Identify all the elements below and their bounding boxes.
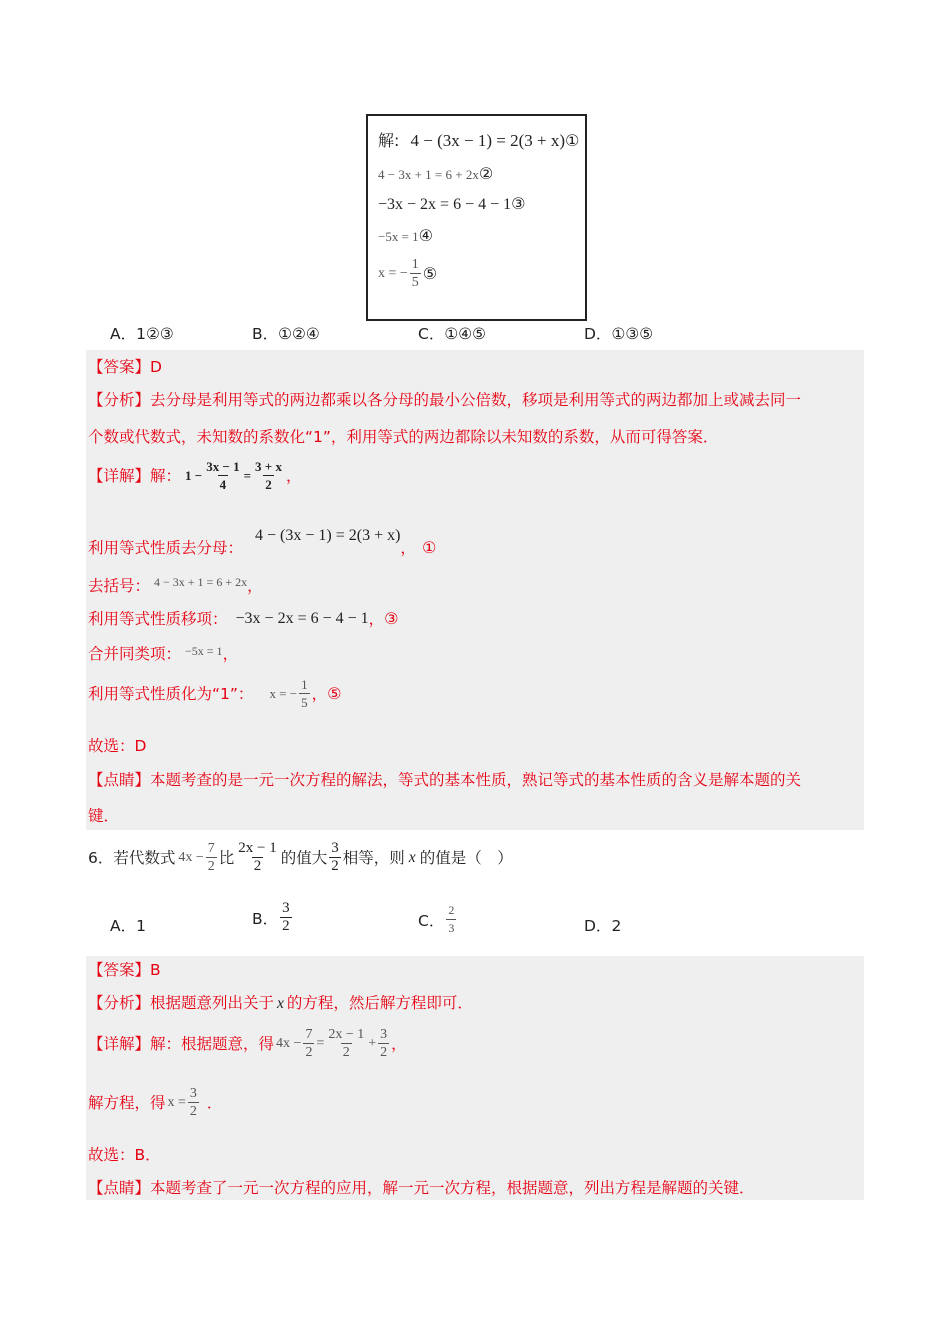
q5-answer-label: 【答案】 <box>88 358 151 376</box>
q5-step-3-mark: ③ <box>384 609 399 628</box>
q5-detail-frac-2-num: 3 + x <box>255 459 282 474</box>
box-line-3 <box>378 194 525 214</box>
q6-expr2-frac <box>236 840 278 875</box>
q5-comment-line-1 <box>88 770 801 790</box>
q6-mid1: 比 <box>218 848 235 867</box>
q6-solve-num: 3 <box>189 1086 197 1101</box>
q6-mid3: 相等，则 <box>342 848 405 867</box>
q5-option-d <box>584 322 653 344</box>
q5-step-5-eq-prefix: x = − <box>269 685 298 701</box>
q6-analysis-label: 【分析】 <box>88 994 151 1012</box>
q5-option-a <box>110 322 174 344</box>
q6-option-c <box>418 902 458 937</box>
box-eq-4: −5x = 1 <box>378 229 419 244</box>
q6-comment-label: 【点睛】 <box>88 1179 151 1197</box>
q6-expr1-num: 7 <box>207 841 215 856</box>
q6-solve-den: 2 <box>189 1104 197 1119</box>
q6-var: x <box>408 848 416 866</box>
box-mark-4: ④ <box>418 226 434 245</box>
box-mark-3: ③ <box>511 194 526 213</box>
q6-detail-eq-left: 4x − <box>276 1035 302 1051</box>
q6-option-d-letter: D． <box>584 917 612 935</box>
q6-option-a <box>110 914 146 936</box>
q5-comment-label: 【点睛】 <box>88 771 151 789</box>
box-line-1 <box>378 128 579 151</box>
q6-analysis-var: x <box>277 995 284 1012</box>
q5-detail-frac-2 <box>253 458 284 493</box>
q5-option-a-text: 1②③ <box>136 325 174 343</box>
q6-answer-value: B <box>150 961 161 979</box>
q5-step-2-end: ， <box>247 577 263 595</box>
q5-option-d-letter: D． <box>584 325 612 343</box>
q5-step-3 <box>88 609 399 629</box>
box-line-4 <box>378 226 433 245</box>
q6-solve-eq: x = <box>167 1094 186 1110</box>
q5-step-5-den: 5 <box>301 695 308 710</box>
solution-box <box>366 114 587 321</box>
q5-detail-frac-1-den: 4 <box>219 477 227 492</box>
q6-comment-text: 本题考查了一元一次方程的应用，解一元一次方程，根据题意，列出方程是解题的关键． <box>150 1179 755 1197</box>
q6-prefix: 6．若代数式 <box>88 848 176 867</box>
q5-detail-end: ， <box>285 466 302 485</box>
q6-expr1-frac <box>206 840 217 875</box>
q6-question <box>88 840 513 875</box>
q6-detail-frac-3 <box>378 1026 389 1061</box>
box-eq-1: 4 − (3x − 1) = 2(3 + x) <box>410 131 565 150</box>
q5-option-a-letter: A． <box>110 325 137 343</box>
q5-analysis-line-2: 个数或代数式，未知数的系数化“1”，利用等式的两边都除以未知数的系数，从而可得答案． <box>88 428 719 446</box>
box-line-2 <box>378 164 493 183</box>
q6-detail-label: 【详解】 <box>88 1034 151 1053</box>
q6-detail-den-3: 2 <box>380 1045 388 1060</box>
q6-solve-frac <box>188 1085 199 1120</box>
q6-expr1-left: 4x − <box>178 849 204 865</box>
q6-expr1-den: 2 <box>207 859 215 874</box>
q5-detail-equals: = <box>243 467 252 483</box>
q5-step-4-eq: −5x = 1 <box>185 644 223 658</box>
q5-step-3-sep: ， <box>368 610 385 628</box>
q5-step-5-mark: ⑤ <box>327 683 342 703</box>
box-eq-5-prefix: x = − <box>378 265 408 281</box>
q6-detail-frac-1 <box>303 1026 314 1061</box>
q6-answer <box>88 960 161 980</box>
q5-step-5-frac <box>299 676 310 711</box>
box-mark-5: ⑤ <box>422 264 438 283</box>
q5-option-d-text: ①③⑤ <box>611 325 654 343</box>
q6-option-b <box>252 900 294 935</box>
q6-choose: 故选：B． <box>88 1146 161 1164</box>
q5-analysis-line-1 <box>88 390 801 410</box>
q5-detail-frac-2-den: 2 <box>265 477 272 492</box>
q6-option-d <box>584 914 621 936</box>
q6-option-d-text: 2 <box>611 917 622 935</box>
q5-step-4-text: 合并同类项： <box>88 645 182 663</box>
q6-answer-label: 【答案】 <box>88 961 151 979</box>
box-frac-den: 5 <box>411 275 419 290</box>
q5-answer-value: D <box>150 358 162 376</box>
q6-detail-num-1: 7 <box>305 1027 313 1042</box>
q5-detail-label: 【详解】 <box>88 466 151 485</box>
q5-step-1-text: 利用等式性质去分母： <box>88 539 244 557</box>
q6-analysis-a: 根据题意列出关于 <box>150 994 275 1012</box>
q5-step-1-eq: 4 − (3x − 1) = 2(3 + x) <box>255 527 401 544</box>
q5-step-4 <box>88 644 238 664</box>
q6-detail-frac-2 <box>326 1026 366 1061</box>
q5-step-3-eq: −3x − 2x = 6 − 4 − 1 <box>235 610 369 627</box>
q6-option-b-den: 2 <box>282 918 290 934</box>
q6-option-c-letter: C． <box>418 911 445 930</box>
q5-option-c-letter: C． <box>418 325 445 343</box>
q6-detail-den-2: 2 <box>342 1045 350 1060</box>
q5-step-2-text: 去括号： <box>88 577 151 595</box>
q5-detail-eq-left: 1 − <box>185 467 203 483</box>
q6-option-b-frac <box>280 900 292 935</box>
q6-solve <box>88 1085 222 1120</box>
q5-option-c-text: ①④⑤ <box>444 325 487 343</box>
q5-comment-text-1: 本题考查的是一元一次方程的解法，等式的基本性质，熟记等式的基本性质的含义是解本题的关 <box>150 771 802 789</box>
box-mark-1: ① <box>565 131 580 150</box>
q5-option-b <box>252 322 320 344</box>
q6-option-a-text: 1 <box>136 917 146 935</box>
box-mark-2: ② <box>478 164 494 183</box>
q5-option-c <box>418 322 486 344</box>
q5-step-5-sep: ， <box>311 684 328 703</box>
q6-suffix: 的值是（ ） <box>419 848 513 867</box>
q6-mid2: 的值大 <box>280 848 328 867</box>
q5-detail-intro: 解： <box>150 466 182 485</box>
q6-option-c-frac <box>446 902 456 937</box>
q5-detail-frac-1 <box>204 458 241 493</box>
q6-option-a-letter: A． <box>110 917 137 935</box>
q6-solve-end: ． <box>206 1093 223 1112</box>
q5-step-1-mark: ① <box>421 538 437 557</box>
q5-step-3-text: 利用等式性质移项： <box>88 610 228 628</box>
q5-step-2-eq: 4 − 3x + 1 = 6 + 2x <box>154 575 248 589</box>
q5-comment-line-2: 键． <box>88 807 120 825</box>
q6-detail-end: ， <box>391 1034 407 1053</box>
q5-option-b-letter: B． <box>252 325 279 343</box>
box-eq-3: −3x − 2x = 6 − 4 − 1 <box>378 196 512 213</box>
box-fraction <box>410 256 421 291</box>
q6-expr3-num: 3 <box>331 840 339 856</box>
q6-detail-plus: + <box>368 1035 377 1051</box>
q6-option-b-num: 3 <box>282 900 290 916</box>
q6-solve-text: 解方程，得 <box>88 1093 166 1112</box>
q5-option-b-text: ①②④ <box>278 325 320 343</box>
q5-step-5 <box>88 676 341 711</box>
box-frac-num: 1 <box>411 257 419 272</box>
box-label: 解: <box>378 131 400 150</box>
q5-detail-line <box>88 458 301 493</box>
q6-option-c-den: 3 <box>448 921 455 935</box>
q6-comment <box>88 1178 755 1198</box>
q5-step-1-sep: ， <box>400 539 416 557</box>
q6-expr3-den: 2 <box>331 858 339 874</box>
q5-step-4-end: ， <box>222 645 239 663</box>
q5-step-1 <box>88 522 436 558</box>
q5-detail-frac-1-num: 3x − 1 <box>206 459 240 474</box>
q5-step-5-num: 1 <box>301 677 308 692</box>
q5-analysis-label: 【分析】 <box>88 391 151 409</box>
q5-step-2 <box>88 576 263 596</box>
q6-detail-den-1: 2 <box>305 1045 313 1060</box>
q5-answer <box>88 357 162 377</box>
q6-analysis <box>88 993 473 1014</box>
q6-detail <box>88 1026 407 1061</box>
q6-option-b-letter: B． <box>252 909 279 928</box>
q6-detail-equals: = <box>316 1035 325 1051</box>
q6-expr2-num: 2x − 1 <box>238 840 277 856</box>
q6-expr2-den: 2 <box>253 858 262 874</box>
q5-analysis-text-1: 去分母是利用等式的两边都乘以各分母的最小公倍数，移项是利用等式的两边都加上或减去同一 <box>150 391 802 409</box>
q5-choose: 故选：D <box>88 737 147 755</box>
q6-detail-text: 解：根据题意，得 <box>150 1034 275 1053</box>
q6-analysis-b: 的方程，然后解方程即可． <box>286 994 473 1012</box>
q6-expr3-frac <box>329 840 341 875</box>
box-eq-2: 4 − 3x + 1 = 6 + 2x <box>378 167 479 182</box>
q6-detail-num-3: 3 <box>380 1027 388 1042</box>
box-line-5 <box>378 256 437 291</box>
q6-detail-num-2: 2x − 1 <box>328 1027 365 1042</box>
q5-step-5-text: 利用等式性质化为“1”： <box>88 684 254 703</box>
q6-option-c-num: 2 <box>448 903 455 917</box>
